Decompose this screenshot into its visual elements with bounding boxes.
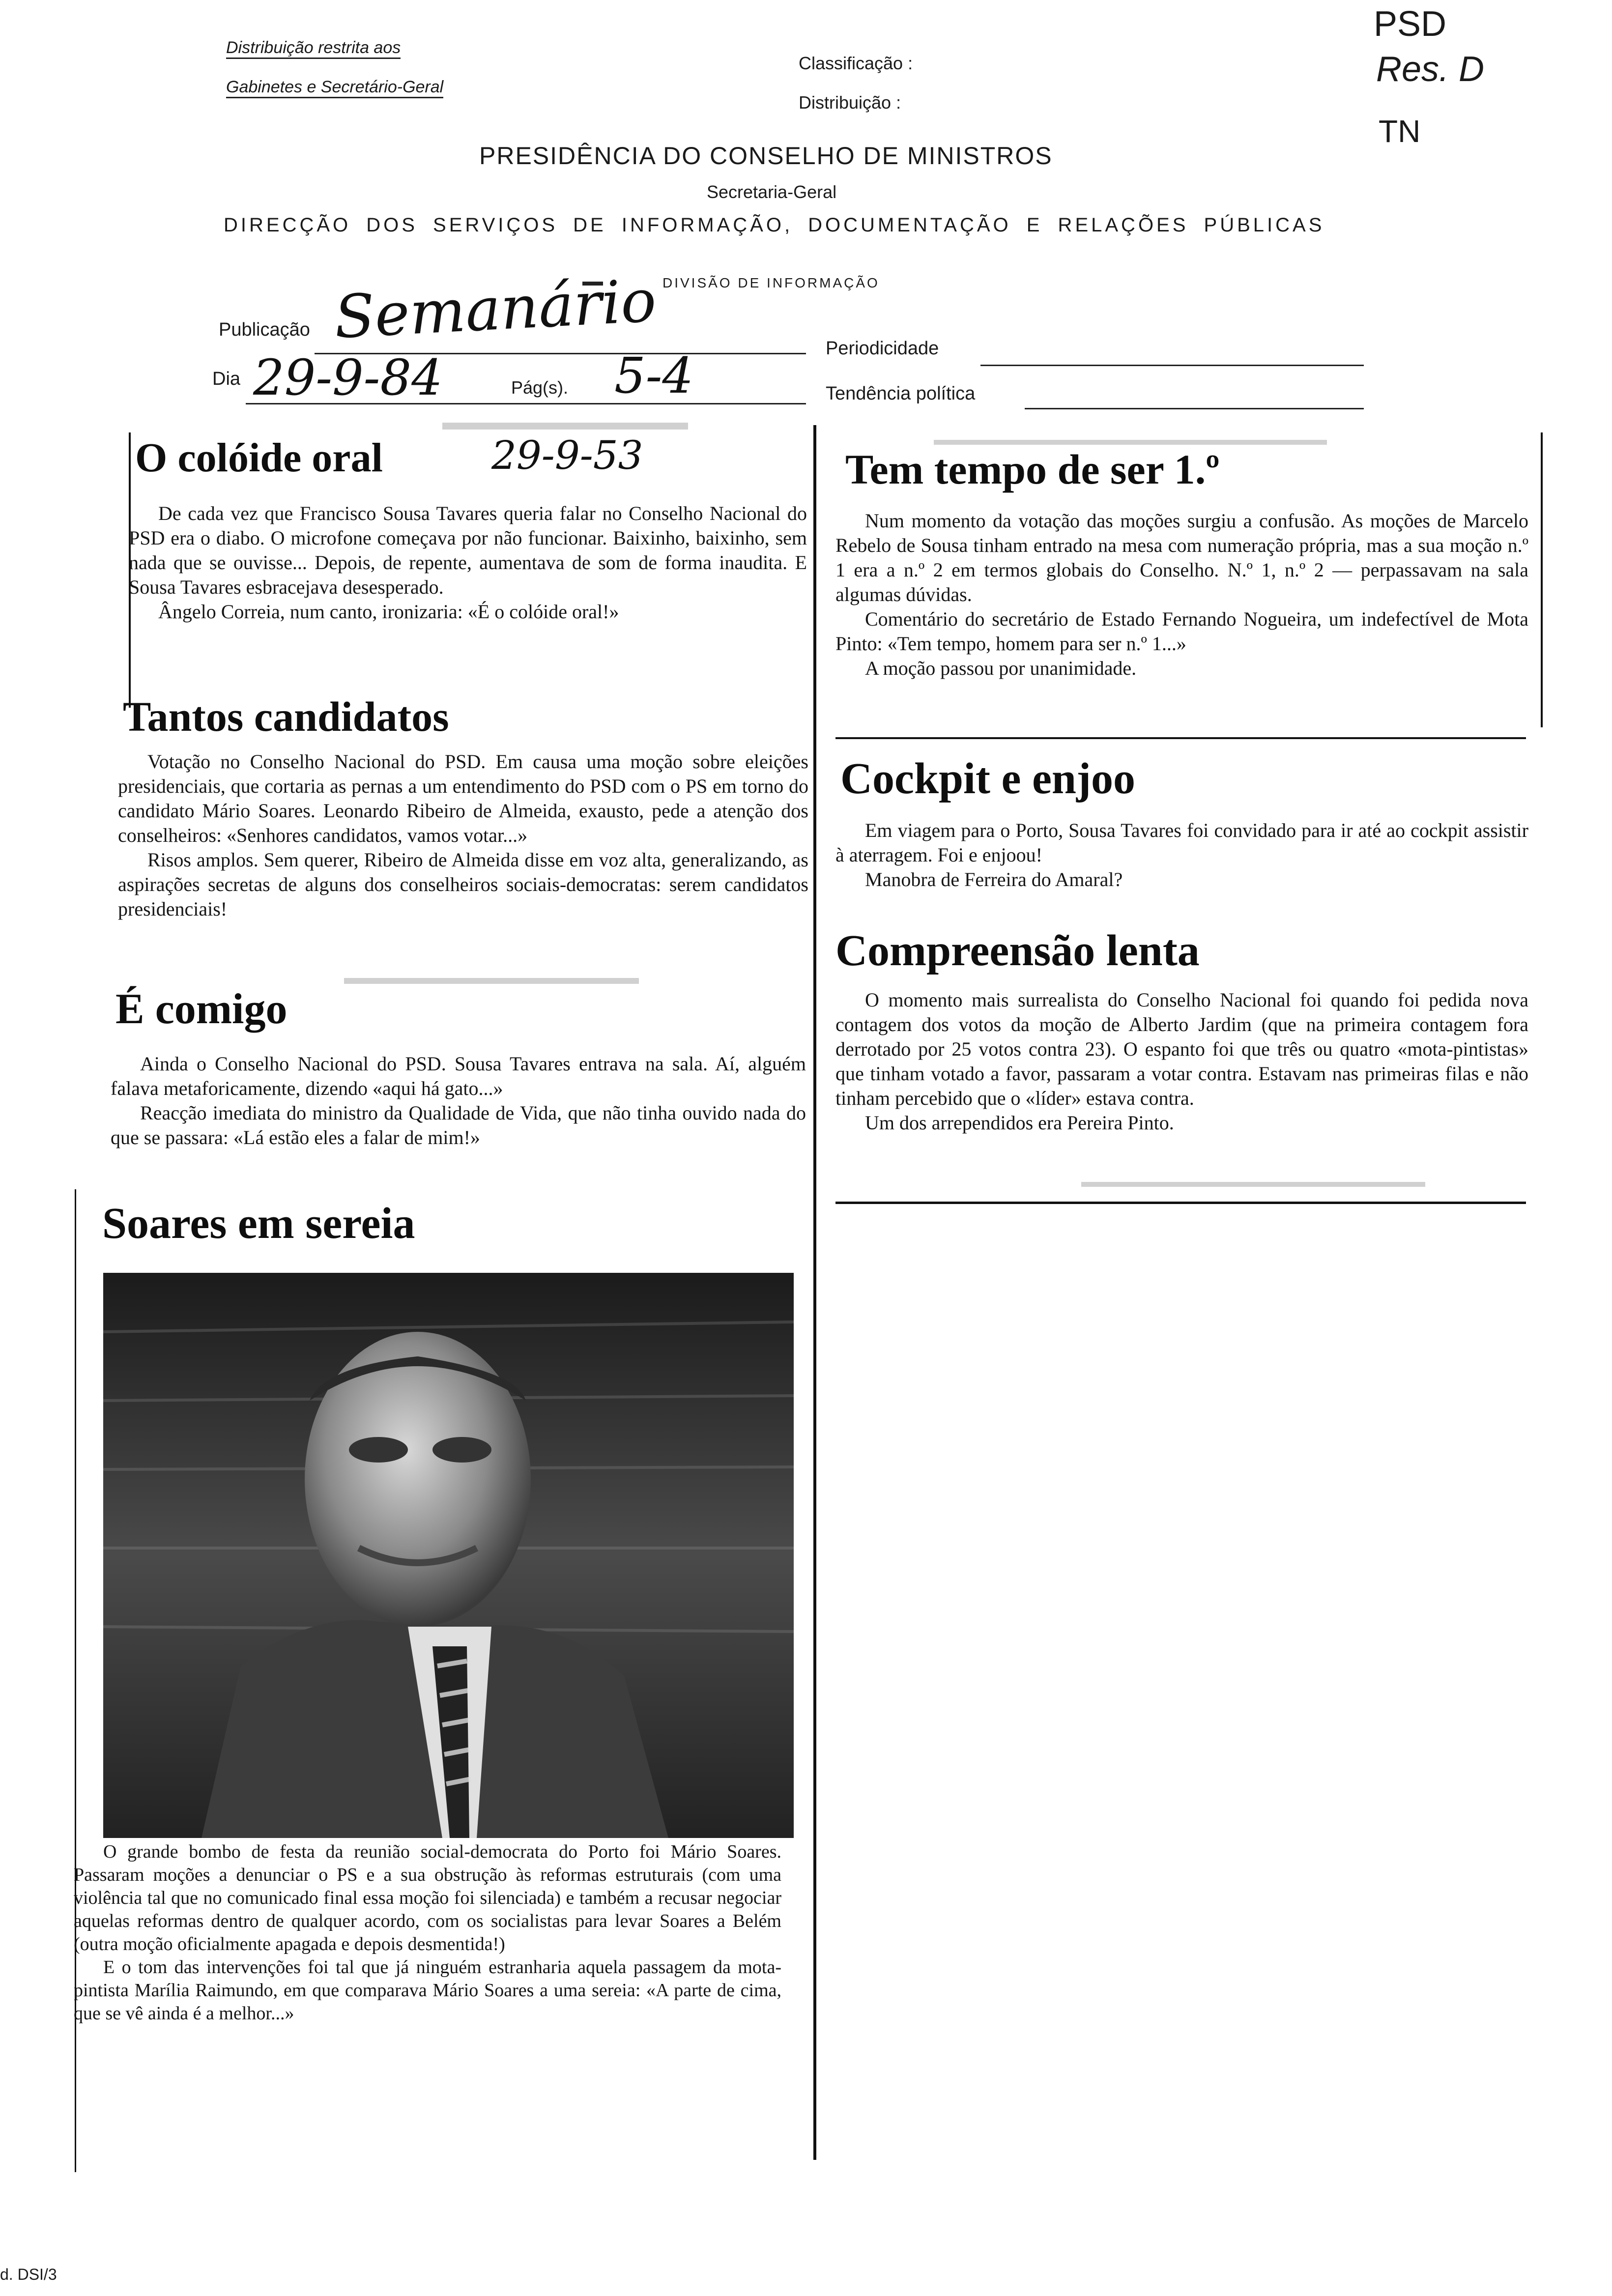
tantos-title: Tantos candidatos — [123, 693, 449, 740]
classificacao-label: Classificação : — [799, 53, 913, 73]
tempo-title: Tem tempo de ser 1.º — [845, 446, 1220, 493]
handwritten-note-1: PSD — [1374, 4, 1447, 44]
tantos-body — [118, 749, 808, 921]
dia-line — [246, 403, 806, 404]
soares-para-2: E o tom das intervenções foi tal que já ninguém estranharia aquela passagem da mota-pintista Marília Raimundo, em que comparava Mário Soares a uma sereia: «A parte de cima, que se vê ainda é a melhor...» — [74, 1957, 781, 2024]
right-separator-1 — [835, 737, 1526, 739]
handwritten-note-2: Res. D — [1376, 50, 1485, 89]
coloide-body — [129, 501, 807, 624]
cockpit-para-2: Manobra de Ferreira do Amaral? — [865, 868, 1123, 890]
direccao-line: DIRECÇÃO DOS SERVIÇOS DE INFORMAÇÃO, DOCUMENTAÇÃO E RELAÇÕES PÚBLICAS — [224, 214, 1325, 236]
cockpit-para-1: Em viagem para o Porto, Sousa Tavares foi convidado para ir até ao cockpit assistir à aterragem. Foi e enjoou! — [835, 819, 1528, 866]
pag-value: 5-4 — [614, 347, 694, 404]
distribuicao-label: Distribuição : — [799, 92, 901, 113]
distribution-restricted-line1: Distribuição restrita aos — [226, 38, 401, 59]
periodicidade-label: Periodicidade — [826, 338, 939, 359]
footer-code: d. DSI/3 — [0, 2266, 57, 2283]
pag-label: Pág(s). — [511, 377, 569, 398]
comigo-para-1: Ainda o Conselho Nacional do PSD. Sousa Tavares entrava na sala. Aí, alguém falava metaforicamente, dizendo «aqui há gato...» — [111, 1053, 806, 1099]
copy-noise-3 — [344, 978, 639, 984]
handwritten-note-3: TN — [1379, 114, 1421, 149]
soares-photo — [103, 1273, 794, 1838]
tantos-para-2: Risos amplos. Sem querer, Ribeiro de Almeida disse em voz alta, generalizando, as aspirações secretas de alguns dos conselheiros sociais-democratas: serem candidatos presidenciais! — [118, 849, 808, 920]
tempo-body — [835, 509, 1528, 681]
center-column-rule — [813, 425, 816, 2160]
right-separator-end — [835, 1202, 1526, 1204]
coloide-para-2: Ângelo Correia, num canto, ironizaria: «É o colóide oral!» — [158, 601, 619, 623]
coloide-para-1: De cada vez que Francisco Sousa Tavares queria falar no Conselho Nacional do PSD era o diabo. O microfone começava por não funcionar. Baixinho, baixinho, sem nada que se ouvisse... Depois, de repente, aumentava de som de forma inaudita. E Sousa Tavares esbracejava desesperado. — [129, 502, 807, 598]
divisao-label: DIVISÃO DE INFORMAÇÃO — [662, 275, 880, 290]
tempo-para-2: Comentário do secretário de Estado Fernando Nogueira, um indefectível de Mota Pinto: «Tem tempo, homem para ser n.º 1...» — [835, 608, 1528, 655]
cockpit-title: Cockpit e enjoo — [840, 754, 1135, 803]
copy-noise-4 — [1081, 1182, 1425, 1187]
dia-value: 29-9-84 — [253, 349, 443, 406]
comigo-para-2: Reacção imediata do ministro da Qualidade de Vida, que não tinha ouvido nada do que se passara: «Lá estão eles a falar de mim!» — [111, 1102, 806, 1148]
presidencia-title: PRESIDÊNCIA DO CONSELHO DE MINISTROS — [479, 142, 1053, 170]
cockpit-body — [835, 818, 1528, 892]
compreensao-title: Compreensão lenta — [835, 926, 1200, 975]
tendencia-line — [1025, 408, 1364, 409]
publicacao-label: Publicação — [219, 319, 310, 340]
publicacao-value: Semanário — [332, 266, 658, 352]
copy-noise-2 — [934, 440, 1327, 445]
periodicidade-line — [980, 365, 1364, 366]
tempo-para-3: A moção passou por unanimidade. — [865, 657, 1137, 679]
right-column-rule — [1541, 432, 1543, 727]
soares-para-1: O grande bombo de festa da reunião social-democrata do Porto foi Mário Soares. Passaram moções a denunciar o PS e a sua obstrução às reformas estruturais (com uma violência tal que no comunicado final essa moção foi silenciada) e também a recusar negociar aquelas reformas dentro de qualquer acordo, com os socialistas para levar Soares a Belém (outra moção oficialmente apagada e depois desmentida!) — [74, 1841, 781, 1954]
compreensao-body — [835, 988, 1528, 1135]
distribution-restricted-line2: Gabinetes e Secretário-Geral — [226, 78, 443, 98]
secretaria-subtitle: Secretaria-Geral — [707, 182, 837, 202]
dia-label: Dia — [212, 369, 241, 389]
coloide-title: O colóide oral — [135, 435, 383, 481]
soares-body — [74, 1840, 781, 2025]
comigo-body — [111, 1052, 806, 1150]
comigo-title: É comigo — [115, 985, 288, 1033]
soares-title: Soares em sereia — [102, 1199, 415, 1248]
copy-noise-1 — [442, 423, 688, 430]
tantos-para-1: Votação no Conselho Nacional do PSD. Em causa uma moção sobre eleições presidenciais, que cortaria as pernas a um entendimento do PSD com o PS em torno do candidato Mário Soares. Leonardo Ribeiro de Almeida, exausto, pede a atenção dos conselheiros: «Senhores candidatos, vamos votar...» — [118, 750, 808, 846]
tempo-para-1: Num momento da votação das moções surgiu a confusão. As moções de Marcelo Rebelo de Sousa tinham entrado na mesa com numeração própria, mas a sua moção n.º 1 era a n.º 2 em termos globais do Conselho. N.º 1, n.º 2 — perpassavam na sala algumas dúvidas. — [835, 510, 1528, 605]
tendencia-label: Tendência política — [826, 383, 976, 404]
coloide-annotation: 29-9-53 — [491, 432, 643, 478]
compreensao-para-2: Um dos arrependidos era Pereira Pinto. — [865, 1112, 1174, 1134]
compreensao-para-1: O momento mais surrealista do Conselho Nacional foi quando foi pedida nova contagem dos votos da moção de Alberto Jardim (que na primeira contagem fora derrotado por 25 votos contra 23). O espanto foi que três ou quatro «mota-pintistas» que tinham votado a favor, passaram a votar contra. Estavam nas primeiras filas e não tinham percebido que o «líder» estava contra. — [835, 989, 1528, 1109]
soares-photo-illustration — [103, 1273, 794, 1838]
